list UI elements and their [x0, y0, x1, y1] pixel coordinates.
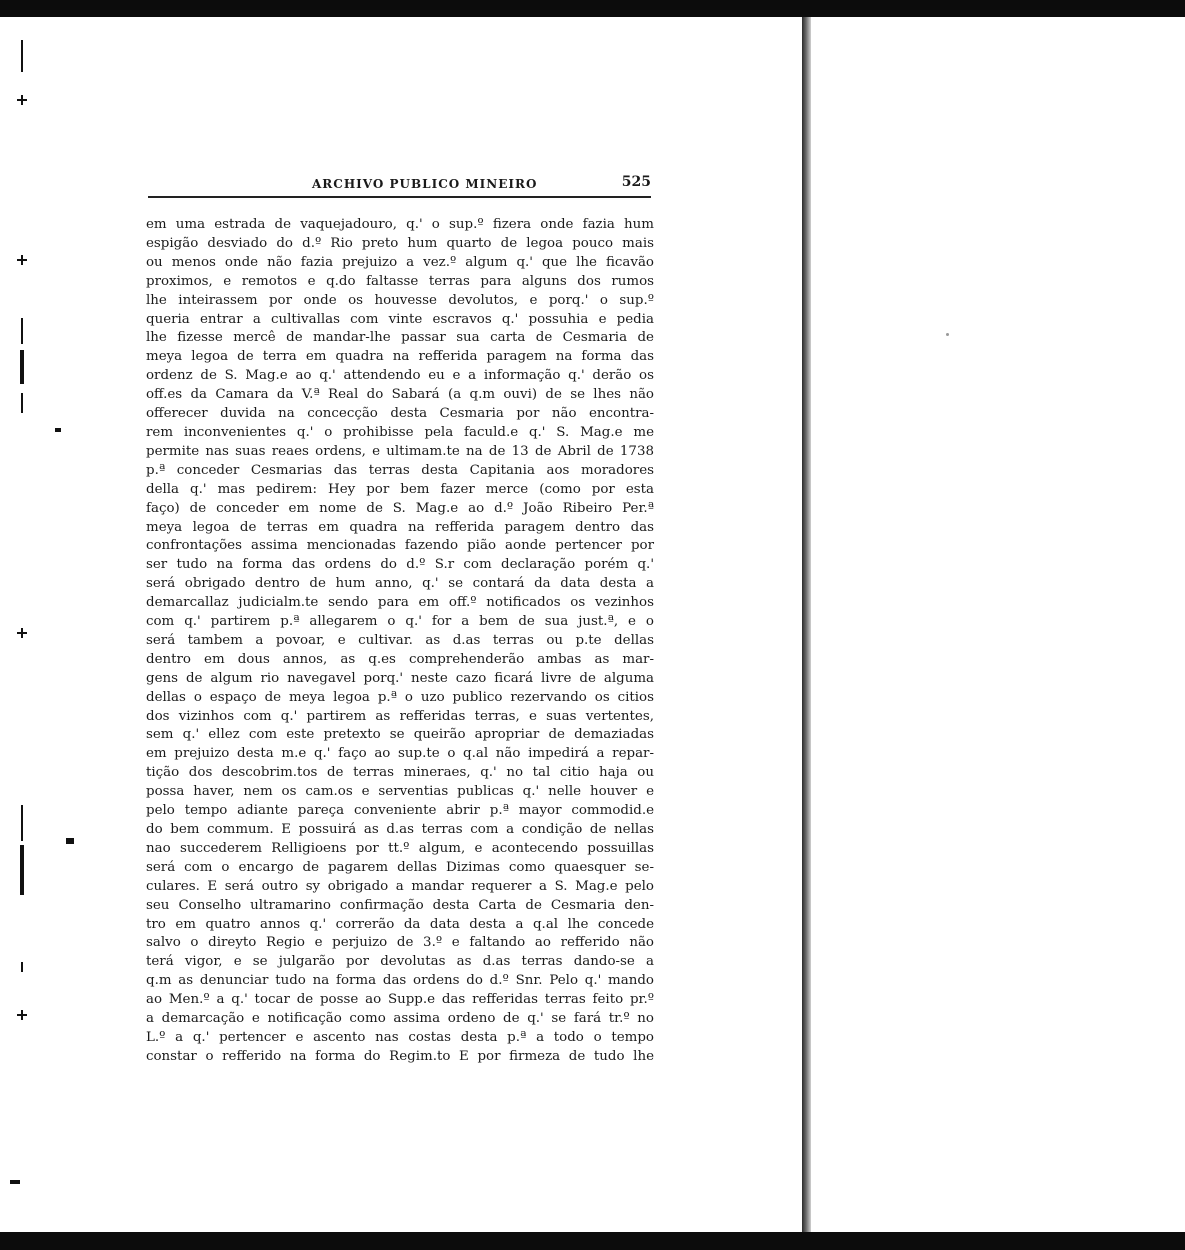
scan-speck — [946, 333, 949, 336]
text-line: em uma estrada de vaquejadouro, q.' o sup.º fizera onde fazia hum — [146, 217, 654, 232]
text-line: p.ª conceder Cesmarias das terras desta Capitania aos moradores — [146, 462, 654, 478]
text-line: q.m as denunciar tudo na forma das ordens do d.º Snr. Pelo q.' mando — [146, 973, 654, 989]
text-line: tição dos descobrim.tos de terras mineraes, q.' no tal citio haja ou — [146, 765, 654, 781]
text-line: culares. E será outro sy obrigado a mandar requerer a S. Mag.e pelo — [146, 878, 654, 894]
text-line: possa haver, nem os cam.os e serventias publicas q.' nelle houver e — [146, 784, 654, 800]
scan-margin-mark — [21, 40, 23, 72]
scan-margin-mark — [21, 962, 23, 972]
scan-margin-mark — [66, 838, 74, 844]
text-line: dos vizinhos com q.' partirem as refferidas terras, e suas vertentes, — [146, 708, 654, 724]
scan-margin-mark — [21, 393, 23, 413]
text-line: proximos, e remotos e q.do faltasse terras para alguns dos rumos — [146, 273, 654, 289]
text-line: será obrigado dentro de hum anno, q.' se contará da data desta a — [146, 576, 654, 592]
text-line: della q.' mas pedirem: Hey por bem fazer merce (como por esta — [146, 481, 654, 497]
running-title: ARCHIVO PUBLICO MINEIRO — [312, 177, 538, 191]
text-line: lhe inteirassem por onde os houvesse devolutos, e porq.' o sup.º — [146, 292, 654, 308]
page-header — [148, 170, 651, 198]
text-line: ao Men.º a q.' tocar de posse ao Supp.e das refferidas terras feito pr.º — [146, 992, 654, 1008]
text-line: em prejuizo desta m.e q.' faço ao sup.te o q.al não impedirá a repar- — [146, 746, 654, 762]
text-line: seu Conselho ultramarino confirmação desta Carta de Cesmaria den- — [146, 897, 654, 913]
text-line: permite nas suas reaes ordens, e ultimam.te na de 13 de Abril de 1738 — [146, 443, 654, 459]
text-line: dentro em dous annos, as q.es comprehenderão ambas as mar- — [146, 651, 654, 667]
text-line: meya legoa de terras em quadra na refferida paragem dentro das — [146, 519, 654, 535]
text-line: L.º a q.' pertencer e ascento nas costas desta p.ª a todo o tempo — [146, 1029, 654, 1045]
text-line: offerecer duvida na concecção desta Cesmaria por não encontra- — [146, 406, 654, 422]
text-line: espigão desviado do d.º Rio preto hum quarto de legoa pouco mais — [146, 235, 654, 251]
page-number: 525 — [621, 174, 651, 190]
scan-margin-mark — [55, 428, 61, 432]
text-line: meya legoa de terra em quadra na refferida paragem na forma das — [146, 349, 654, 365]
scan-top-border — [0, 0, 1185, 17]
text-line: rem inconvenientes q.' o prohibisse pela faculd.e q.' S. Mag.e me — [146, 424, 654, 440]
scan-bottom-border — [0, 1232, 1185, 1250]
page-gutter — [802, 17, 1185, 1232]
text-line: será tambem a povoar, e cultivar. as d.as terras ou p.te dellas — [146, 632, 654, 648]
scan-margin-mark — [21, 805, 23, 841]
scan-margin-mark — [17, 628, 27, 638]
text-line: queria entrar a cultivallas com vinte escravos q.' possuhia e pedia — [146, 311, 654, 327]
text-line: demarcallaz judicialm.te sendo para em off.º notificados os vezinhos — [146, 595, 654, 611]
scan-margin-mark — [17, 1010, 27, 1020]
text-line: confrontações assima mencionadas fazendo pião aonde pertencer por — [146, 538, 654, 554]
text-line: do bem commum. E possuirá as d.as terras com a condição de nellas — [146, 822, 654, 837]
text-line: sem q.' ellez com este pretexto se queirão apropriar de demaziadas — [146, 727, 654, 743]
text-line: constar o refferido na forma do Regim.to E por firmeza de tudo lhe — [146, 1048, 654, 1064]
text-line: ser tudo na forma das ordens do d.º S.r com declaração porém q.' — [146, 557, 654, 573]
text-line: ordenz de S. Mag.e ao q.' attendendo eu e a informação q.' derão os — [146, 368, 654, 384]
scan-margin-mark — [10, 1180, 20, 1184]
text-line: nao succederem Relligioens por tt.º algum, e acontecendo possuillas — [146, 840, 654, 856]
scan-margin-mark — [17, 255, 27, 265]
document-body — [146, 216, 654, 1067]
text-line: terá vigor, e se julgarão por devolutas as d.as terras dando-se a — [146, 954, 654, 970]
text-line: salvo o direyto Regio e perjuizo de 3.º e faltando ao refferido não — [146, 935, 654, 951]
text-line: a demarcação e notificação como assima ordeno de q.' se fará tr.º no — [146, 1011, 654, 1027]
text-line: tro em quatro annos q.' correrão da data desta a q.al lhe concede — [146, 916, 654, 932]
scan-margin-mark — [17, 95, 27, 105]
text-line: faço) de conceder em nome de S. Mag.e ao d.º João Ribeiro Per.ª — [146, 500, 654, 516]
scan-margin-mark — [20, 350, 24, 384]
binding-edge — [802, 17, 811, 1232]
text-line: ou menos onde não fazia prejuizo a vez.º algum q.' que lhe ficavão — [146, 254, 654, 270]
text-line: pelo tempo adiante pareça conveniente abrir p.ª mayor commodid.e — [146, 803, 654, 819]
scan-margin-mark — [20, 845, 24, 895]
text-line: com q.' partirem p.ª allegarem o q.' for a bem de sua just.ª, e o — [146, 614, 654, 630]
text-line: será com o encargo de pagarem dellas Dizimas como quaesquer se- — [146, 859, 654, 875]
text-line: dellas o espaço de meya legoa p.ª o uzo publico rezervando os citios — [146, 689, 654, 705]
text-line: gens de algum rio navegavel porq.' neste cazo ficará livre de alguma — [146, 670, 654, 686]
text-line: off.es da Camara da V.ª Real do Sabará (a q.m ouvi) de se lhes não — [146, 387, 654, 403]
text-line: lhe fizesse mercê de mandar-lhe passar sua carta de Cesmaria de — [146, 330, 654, 346]
scan-margin-mark — [21, 318, 23, 344]
